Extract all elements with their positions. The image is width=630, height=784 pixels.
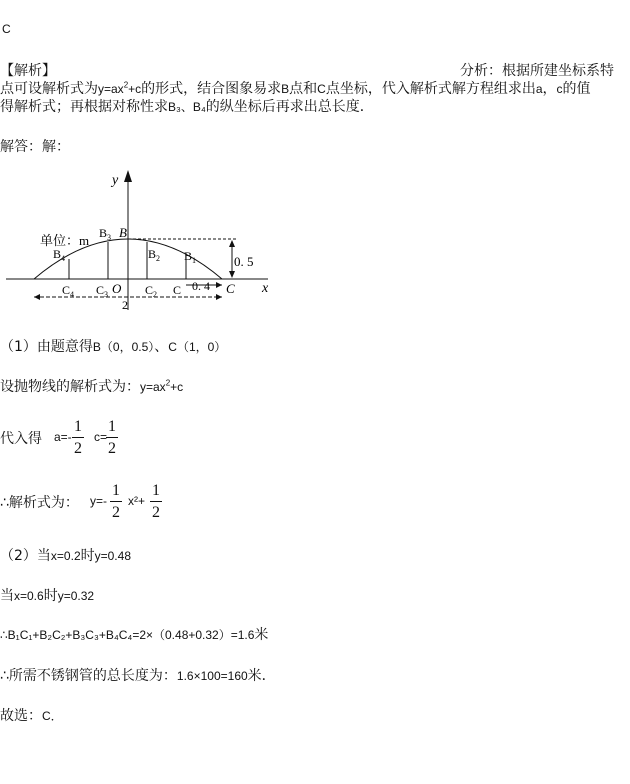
point-letter: B <box>53 247 62 261</box>
x-value: x=0.2 <box>50 549 81 563</box>
exponent: 2 <box>165 378 171 388</box>
denominator: 2 <box>74 440 82 457</box>
fraction-a <box>72 418 84 458</box>
point-letter: B <box>99 226 108 240</box>
total-expression: 1.6×100=160 <box>176 669 248 683</box>
numerator: 1 <box>152 482 160 499</box>
step-2 <box>0 545 131 565</box>
text-span: 设抛物线的解析式为： <box>0 379 140 395</box>
point-letter: C <box>62 283 71 297</box>
x-value: x=0.6 <box>14 589 44 603</box>
answer-choice: C． <box>42 709 63 723</box>
point-b3-label <box>99 226 111 242</box>
text-span: 时 <box>43 588 58 604</box>
origin-label: O <box>112 281 122 296</box>
analysis-line-2 <box>0 78 591 98</box>
text-span: 、 <box>154 339 169 355</box>
dim-04-label: 0. 4 <box>192 279 210 293</box>
point-c-coord: C（1，0） <box>168 340 227 354</box>
span-arrow-right <box>216 294 222 300</box>
formula-text: +c <box>170 380 184 394</box>
formula-text: +c <box>128 82 142 96</box>
text-span: 得解析式；再根据对称性求 <box>0 99 168 115</box>
text-span: 点坐标，代入解析式解方程组求出 <box>325 81 536 97</box>
analysis-line-3 <box>0 96 374 116</box>
answer-letter: C <box>2 22 11 36</box>
text-span: 点和 <box>289 81 318 97</box>
point-letter: B <box>184 249 193 263</box>
denominator: 2 <box>152 504 160 521</box>
point-letter: C <box>145 283 154 297</box>
fraction-bar <box>110 501 122 502</box>
numerator: 1 <box>108 418 116 435</box>
step-1 <box>0 336 226 356</box>
point-subscript: 4 <box>61 254 66 263</box>
exponent: 2 <box>123 80 129 90</box>
x-axis-label: x <box>262 281 269 296</box>
step-4 <box>0 624 268 644</box>
step-5 <box>0 665 276 685</box>
point-letter: C <box>96 283 105 297</box>
height-label: 0. 5 <box>234 254 254 269</box>
height-arrow-up <box>229 240 235 247</box>
step-1-line-4-prefix: ∴解析式为： <box>0 495 79 511</box>
formula-text: y=ax <box>98 82 124 96</box>
fraction-bar <box>150 501 162 502</box>
fraction-bar <box>72 437 84 438</box>
coefficient-c-label: c= <box>94 430 108 444</box>
coefficient-a-label: a=- <box>54 430 72 444</box>
analysis-label: 分析：根据所建坐标系特 <box>460 63 614 79</box>
text-span: 米． <box>247 668 276 684</box>
variable: a <box>535 82 543 96</box>
text-span: （1）由题意得 <box>0 339 93 355</box>
numerator: 1 <box>74 418 82 435</box>
step-1-line-2 <box>0 376 183 396</box>
denominator: 2 <box>108 440 116 457</box>
dim-04-arrow-right <box>216 282 222 288</box>
step-1-line-3-prefix: 代入得 <box>0 431 42 447</box>
text-span: （2）当 <box>0 548 51 564</box>
sum-expression: ∴B₁C₁+B₂C₂+B₃C₃+B₄C₄=2×（0.48+0.32）=1.6 <box>0 628 255 642</box>
y-axis-label: y <box>112 173 119 188</box>
fraction-constant <box>150 482 162 522</box>
point-c1-label: C <box>173 283 182 297</box>
parabola-diagram <box>0 160 300 320</box>
text-span: 米 <box>254 627 269 643</box>
fraction-c <box>106 418 118 458</box>
text-span: 点可设解析式为 <box>0 81 98 97</box>
point-label: C <box>317 82 326 96</box>
numerator: 1 <box>112 482 120 499</box>
y-value: y=0.48 <box>94 549 131 563</box>
text-span: 当 <box>0 588 14 604</box>
text-span: 故选： <box>0 708 42 724</box>
solution-label: 解答：解： <box>0 139 70 155</box>
step-3 <box>0 585 94 605</box>
point-b2-label <box>148 247 160 263</box>
point-letter: B <box>148 247 157 261</box>
y-axis-arrow <box>124 170 132 182</box>
point-b-label: B <box>119 225 127 240</box>
text-span: ， <box>542 81 557 97</box>
result-y-label: y=- <box>90 494 108 508</box>
result-x-term: x²+ <box>128 494 146 508</box>
section-title: 【解析】 <box>0 63 56 79</box>
text-span: ∴所需不锈钢管的总长度为： <box>0 668 177 684</box>
unit-label: 单位：m <box>40 233 90 248</box>
text-span: 的值 <box>562 81 591 97</box>
point-subscript: 1 <box>192 256 197 265</box>
point-subscript: 2 <box>156 254 161 263</box>
point-b4-label <box>53 247 65 263</box>
fraction-bar <box>106 437 118 438</box>
point-labels: B₃、B₄ <box>168 100 206 114</box>
y-value: y=0.32 <box>57 589 95 603</box>
point-label: B <box>281 82 290 96</box>
point-subscript: 2 <box>153 290 158 299</box>
variable: c <box>556 82 563 96</box>
point-c-label: C <box>226 281 235 296</box>
formula-text: y=ax <box>140 380 166 394</box>
text-span: 的形式，结合图象易求 <box>141 81 282 97</box>
span-arrow-left <box>34 294 40 300</box>
height-arrow-down <box>229 271 235 278</box>
point-subscript: 3 <box>104 290 109 299</box>
text-span: 的纵坐标后再求出总长度． <box>205 99 374 115</box>
final-answer <box>0 705 63 725</box>
text-span: 时 <box>80 548 95 564</box>
point-subscript: 4 <box>70 290 75 299</box>
point-b-coord: B（0，0.5） <box>92 340 155 354</box>
denominator: 2 <box>112 504 120 521</box>
point-subscript: 3 <box>107 233 112 242</box>
fraction-coefficient <box>110 482 122 522</box>
span-label: 2 <box>122 298 128 312</box>
point-b1-label <box>184 249 196 265</box>
